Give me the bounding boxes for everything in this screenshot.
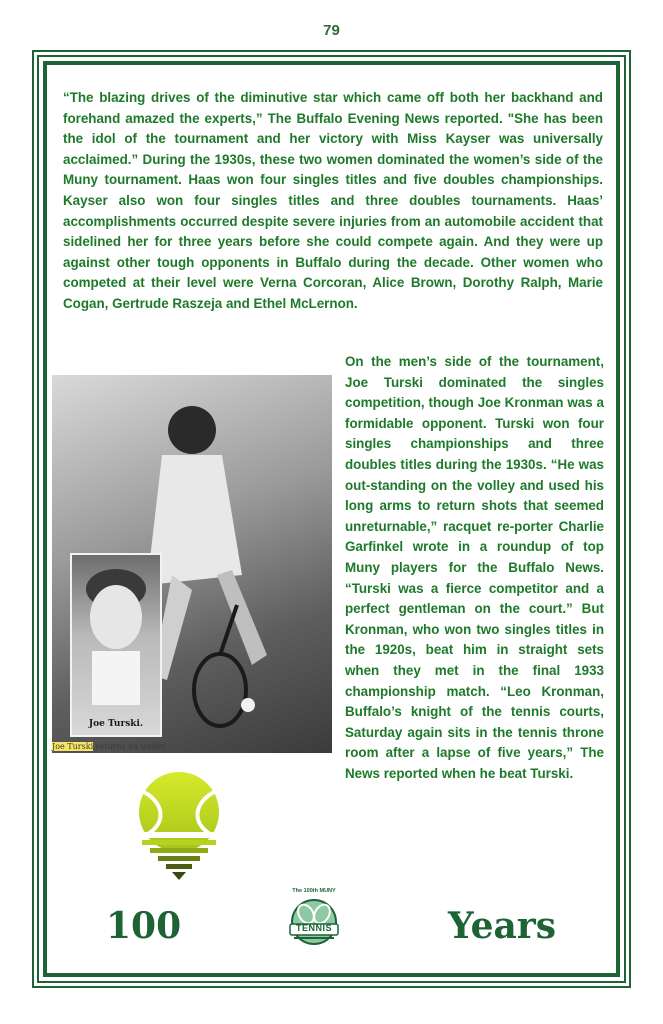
article-paragraph-1: “The blazing drives of the diminutive star which came off both her backhand and forehand amazed the experts,” The Buffalo Evening News reported. "She has been the idol of the tournament and her victory with Miss Kayser was universally acclaimed.” During the 1930s, these two women dominated the women’s side of the Muny tournament. Haas won four singles titles and five doubles championships. Kayser also won four singles titles and three doubles tournaments. Haas’ accomplishments occurred despite severe injuries from an automobile accident that sidelined her for three years before she could compete again. And they were up against other tough opponents in Buffalo during the decade. Other women who competed at their level were Verna Corcoran, Alice Brown, Dorothy Ralph, Marie Cogan, Gertrude Raszeja and Ethel McLernon. (63, 90, 603, 311)
logo-main-text: TENNIS (295, 923, 332, 933)
caption-text: returns an under- (95, 742, 168, 751)
inset-caption: Joe Turski. (88, 719, 144, 729)
crossed-rackets-icon (280, 888, 348, 950)
footer-word: Years (448, 905, 557, 947)
portrait-inset (70, 553, 162, 737)
article-paragraph-2: On the men’s side of the tournament, Joe Turski dominated the singles competition, though Joe Kronman was a formidable opponent. Turski won four singles championships and three doubles titles during the 1930s. “He was out-standing on the volley and used his long arms to return shots that seemed unreturnable,” racquet re-porter Charlie Garfinkel wrote in a roundup of top Muny players for the Buffalo News. “Turski was a fierce competitor and a perfect gentleman on the court.” But Kronman, who won two singles titles in the 1920s, beat him in straight sets when they met in the final 1933 championship match. “Leo Kronman, Buffalo’s knight of the tennis courts, Saturday again sits in the tennis throne room after a lapse of five years,” The News reported when he beat Turski. (345, 354, 604, 781)
historical-photo (52, 375, 332, 753)
portrait-face (72, 555, 160, 705)
tennis-ball-sunset-icon (130, 770, 228, 882)
footer-number: 100 (106, 905, 182, 947)
caption-highlight: Joe Turski (52, 742, 94, 751)
logo-top-text: The 100th MUNY (292, 888, 336, 894)
tournament-logo (280, 888, 348, 950)
photo-caption (52, 742, 212, 755)
page-number: 79 (323, 22, 340, 39)
